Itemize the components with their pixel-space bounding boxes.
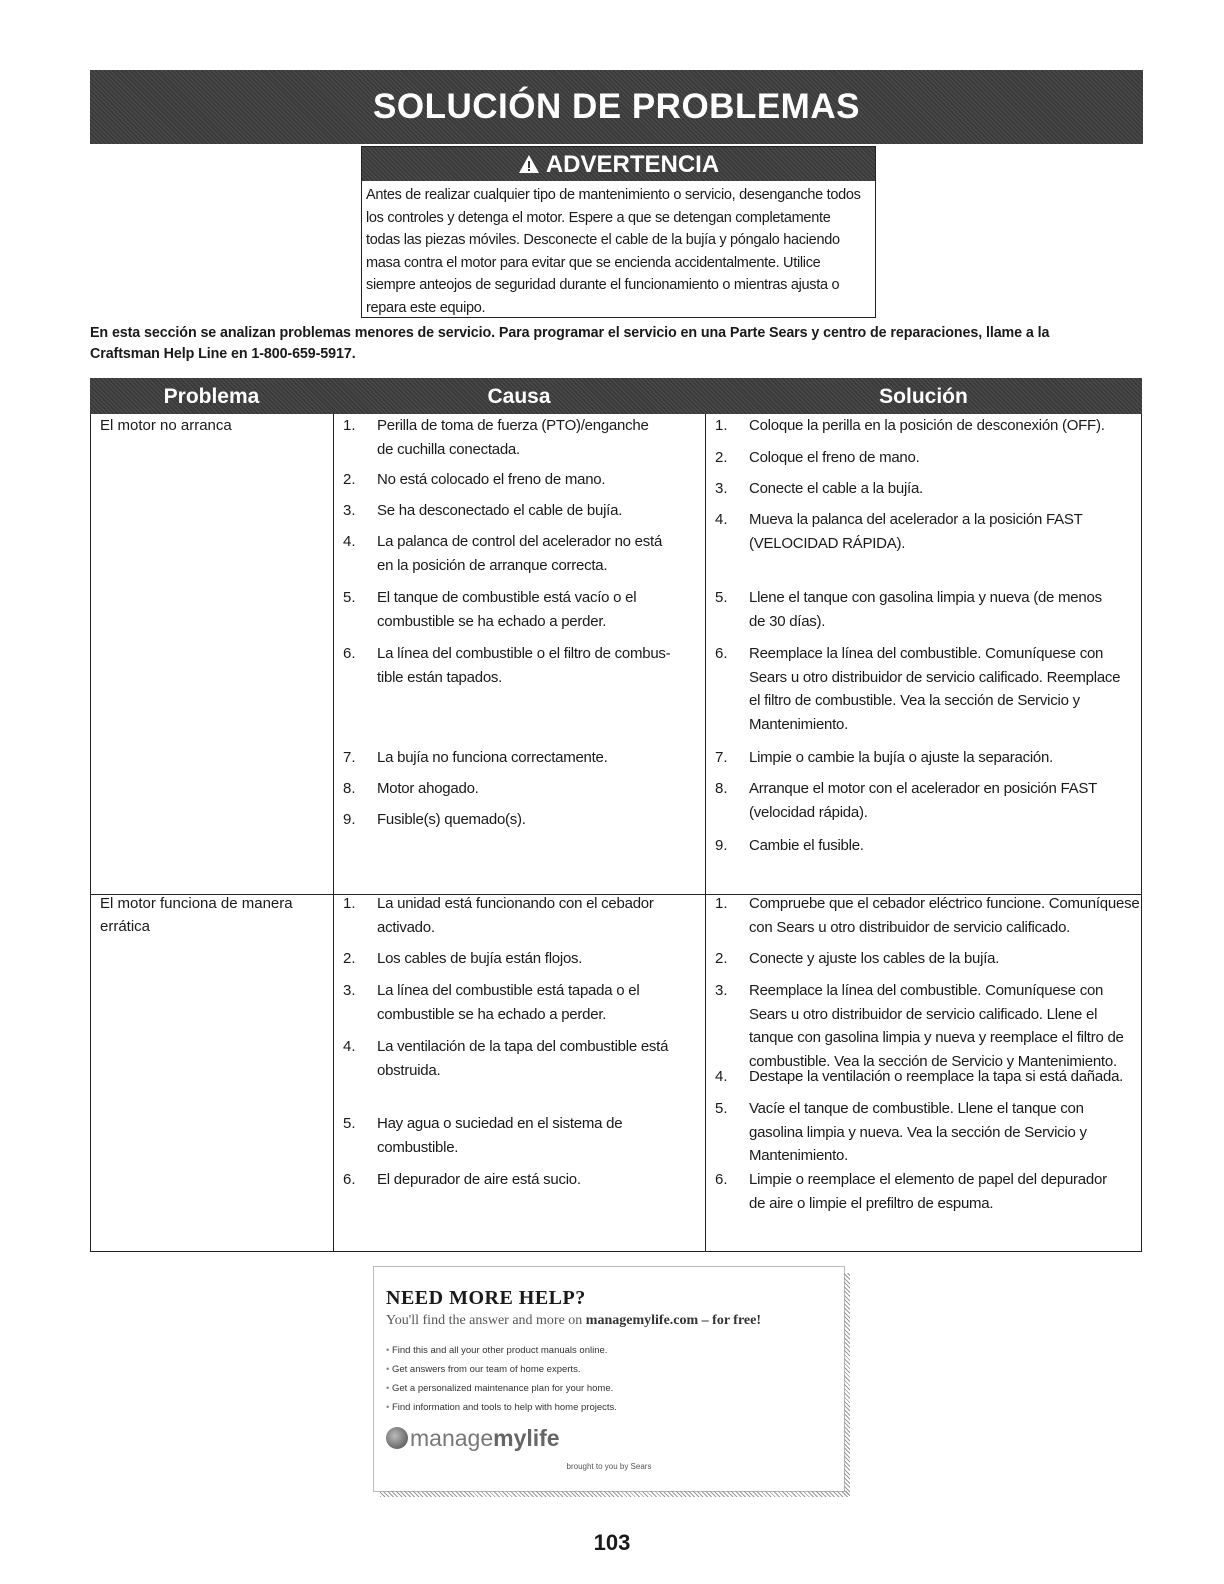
solution-number: 3. (715, 480, 728, 497)
solution-text: Conecte y ajuste los cables de la bujía. (749, 950, 1000, 967)
intro-line: En esta sección se analizan problemas menores de servicio. Para programar el servicio en una Parte Sears y centro de reparaciones, llame a la (90, 325, 1050, 341)
warning-line: masa contra el motor para evitar que se encienda accidentalmente. Utilice (366, 254, 821, 271)
cause-number: 2. (343, 471, 356, 488)
solution-number: 6. (715, 645, 728, 662)
list-item: • Find information and tools to help with home projects. (386, 1398, 617, 1417)
logo-globe-icon (386, 1427, 408, 1449)
cause-text: Fusible(s) quemado(s). (377, 811, 526, 828)
solution-number: 1. (715, 895, 728, 912)
warning-text (362, 181, 875, 319)
problem-cell (100, 414, 232, 437)
cause-number: 5. (343, 1115, 356, 1132)
managemylife-logo: managemylife (386, 1425, 560, 1452)
solution-text: Llene el tanque con gasolina limpia y nueva (de menos de 30 días). (749, 589, 1102, 630)
cause-text: No está colocado el freno de mano. (377, 471, 606, 488)
help-site-link[interactable]: managemylife.com (585, 1313, 699, 1328)
cause-number: 5. (343, 589, 356, 606)
solution-number: 2. (715, 449, 728, 466)
warning-header (362, 147, 875, 181)
column-header-problem: Problema (163, 385, 260, 408)
cause-text: La palanca de control del acelerador no está en la posición de arranque correcta. (377, 533, 663, 574)
solution-number: 5. (715, 589, 728, 606)
solution-number: 6. (715, 1171, 728, 1188)
table-row (90, 895, 1142, 1252)
cause-text: Se ha desconectado el cable de bujía. (377, 502, 623, 519)
solution-number: 8. (715, 780, 728, 797)
cause-text: Los cables de bujía están flojos. (377, 950, 583, 967)
solution-number: 9. (715, 837, 728, 854)
solution-text: Coloque el freno de mano. (749, 449, 920, 466)
solution-text: Coloque la perilla en la posición de desconexión (OFF). (749, 417, 1105, 434)
cause-text: La línea del combustible o el filtro de combus- tible están tapados. (377, 645, 671, 686)
solution-text: Vacíe el tanque de combustible. Llene el tanque con gasolina limpia y nueva. Vea la sección de Servicio y Mantenimiento. (749, 1100, 1087, 1164)
solution-text: Destape la ventilación o reemplace la tapa si está dañada. (749, 1068, 1124, 1085)
cause-text: Hay agua o suciedad en el sistema de combustible. (377, 1115, 623, 1156)
solution-number: 4. (715, 511, 728, 528)
cause-number: 4. (343, 1038, 356, 1055)
cause-number: 1. (343, 895, 356, 912)
warning-line: todas las piezas móviles. Desconecte el cable de la bujía y póngalo haciendo (366, 232, 840, 248)
list-item: • Get answers from our team of home experts. (386, 1360, 617, 1379)
help-box (373, 1266, 845, 1492)
warning-line: siempre anteojos de seguridad durante el funcionamiento o mientras ajusta o (366, 277, 840, 293)
problem-text: errática (100, 918, 151, 935)
intro-text (90, 323, 1143, 365)
column-header-cause: Causa (487, 385, 551, 408)
table-row (90, 414, 1142, 895)
cause-text: Perilla de toma de fuerza (PTO)/enganche de cuchilla conectada. (377, 417, 649, 458)
warning-line: repara este equipo. (366, 299, 486, 316)
cause-text: La bujía no funciona correctamente. (377, 749, 608, 766)
column-header-solution: Solución (879, 385, 968, 408)
cause-number: 6. (343, 645, 356, 662)
solution-text: Limpie o cambie la bujía o ajuste la separación. (749, 749, 1054, 766)
warning-triangle-icon (518, 149, 540, 185)
help-subtitle: You'll find the answer and more on managemylife.com – for free! (386, 1313, 761, 1328)
cause-number: 3. (343, 502, 356, 519)
problem-text: El motor funciona de manera (100, 895, 293, 912)
help-list (386, 1341, 617, 1417)
table-header (90, 378, 1142, 414)
cause-text: Motor ahogado. (377, 780, 479, 797)
problem-cell (100, 892, 293, 938)
solution-text: Arranque el motor con el acelerador en posición FAST (velocidad rápida). (749, 780, 1098, 821)
cause-text: El tanque de combustible está vacío o el combustible se ha echado a perder. (377, 589, 637, 630)
solution-number: 3. (715, 982, 728, 999)
list-item: • Find this and all your other product manuals online. (386, 1341, 617, 1360)
solution-text: Limpie o reemplace el elemento de papel del depurador de aire o limpie el prefiltro de espuma. (749, 1171, 1107, 1212)
cause-number: 8. (343, 780, 356, 797)
cause-number: 1. (343, 417, 356, 434)
solution-text: Reemplace la línea del combustible. Comuníquese con Sears u otro distribuidor de servicio calificado. Reemplace el filtro de combustible. Vea la sección de Servicio y Mantenimiento. (749, 645, 1121, 733)
solution-text: Mueva la palanca del acelerador a la posición FAST (VELOCIDAD RÁPIDA). (749, 511, 1083, 552)
solution-number: 4. (715, 1068, 728, 1085)
warning-title: ADVERTENCIA (545, 151, 720, 178)
solution-text: Compruebe que el cebador eléctrico funcione. Comuníquese con Sears u otro distribuidor de servicio calificado. (749, 895, 1140, 936)
solution-text: Cambie el fusible. (749, 837, 864, 854)
cause-text: La unidad está funcionando con el cebador activado. (377, 895, 654, 936)
solution-number: 7. (715, 749, 728, 766)
cause-number: 6. (343, 1171, 356, 1188)
intro-line: Craftsman Help Line en 1-800-659-5917. (90, 346, 356, 362)
page-number: 103 (593, 1530, 631, 1555)
cause-number: 2. (343, 950, 356, 967)
solution-number: 5. (715, 1100, 728, 1117)
warning-line: Antes de realizar cualquier tipo de mantenimiento o servicio, desenganche todos (366, 187, 861, 203)
cause-number: 4. (343, 533, 356, 550)
cause-number: 9. (343, 811, 356, 828)
cause-text: La ventilación de la tapa del combustible está obstruida. (377, 1038, 669, 1079)
cause-number: 7. (343, 749, 356, 766)
solution-number: 1. (715, 417, 728, 434)
help-title: NEED MORE HELP? (386, 1287, 586, 1309)
troubleshooting-table (90, 378, 1142, 1252)
problem-text: El motor no arranca (100, 417, 232, 434)
brought-by-text: brought to you by Sears (566, 1462, 652, 1471)
cause-text: La línea del combustible está tapada o el combustible se ha echado a perder. (377, 982, 640, 1023)
list-item: • Get a personalized maintenance plan for your home. (386, 1379, 617, 1398)
solution-number: 2. (715, 950, 728, 967)
cause-number: 3. (343, 982, 356, 999)
solution-text: Conecte el cable a la bujía. (749, 480, 923, 497)
cause-text: El depurador de aire está sucio. (377, 1171, 581, 1188)
warning-box (361, 146, 876, 318)
page-title: SOLUCIÓN DE PROBLEMAS (90, 70, 1143, 144)
solution-text: Reemplace la línea del combustible. Comuníquese con Sears u otro distribuidor de servicio calificado. Llene el tanque con gasolina limpia y nueva y reemplace el filtro de combustible. Vea la sección de Servicio y Mantenimiento. (749, 982, 1124, 1070)
warning-line: los controles y detenga el motor. Espere a que se detengan completamente (366, 209, 831, 226)
